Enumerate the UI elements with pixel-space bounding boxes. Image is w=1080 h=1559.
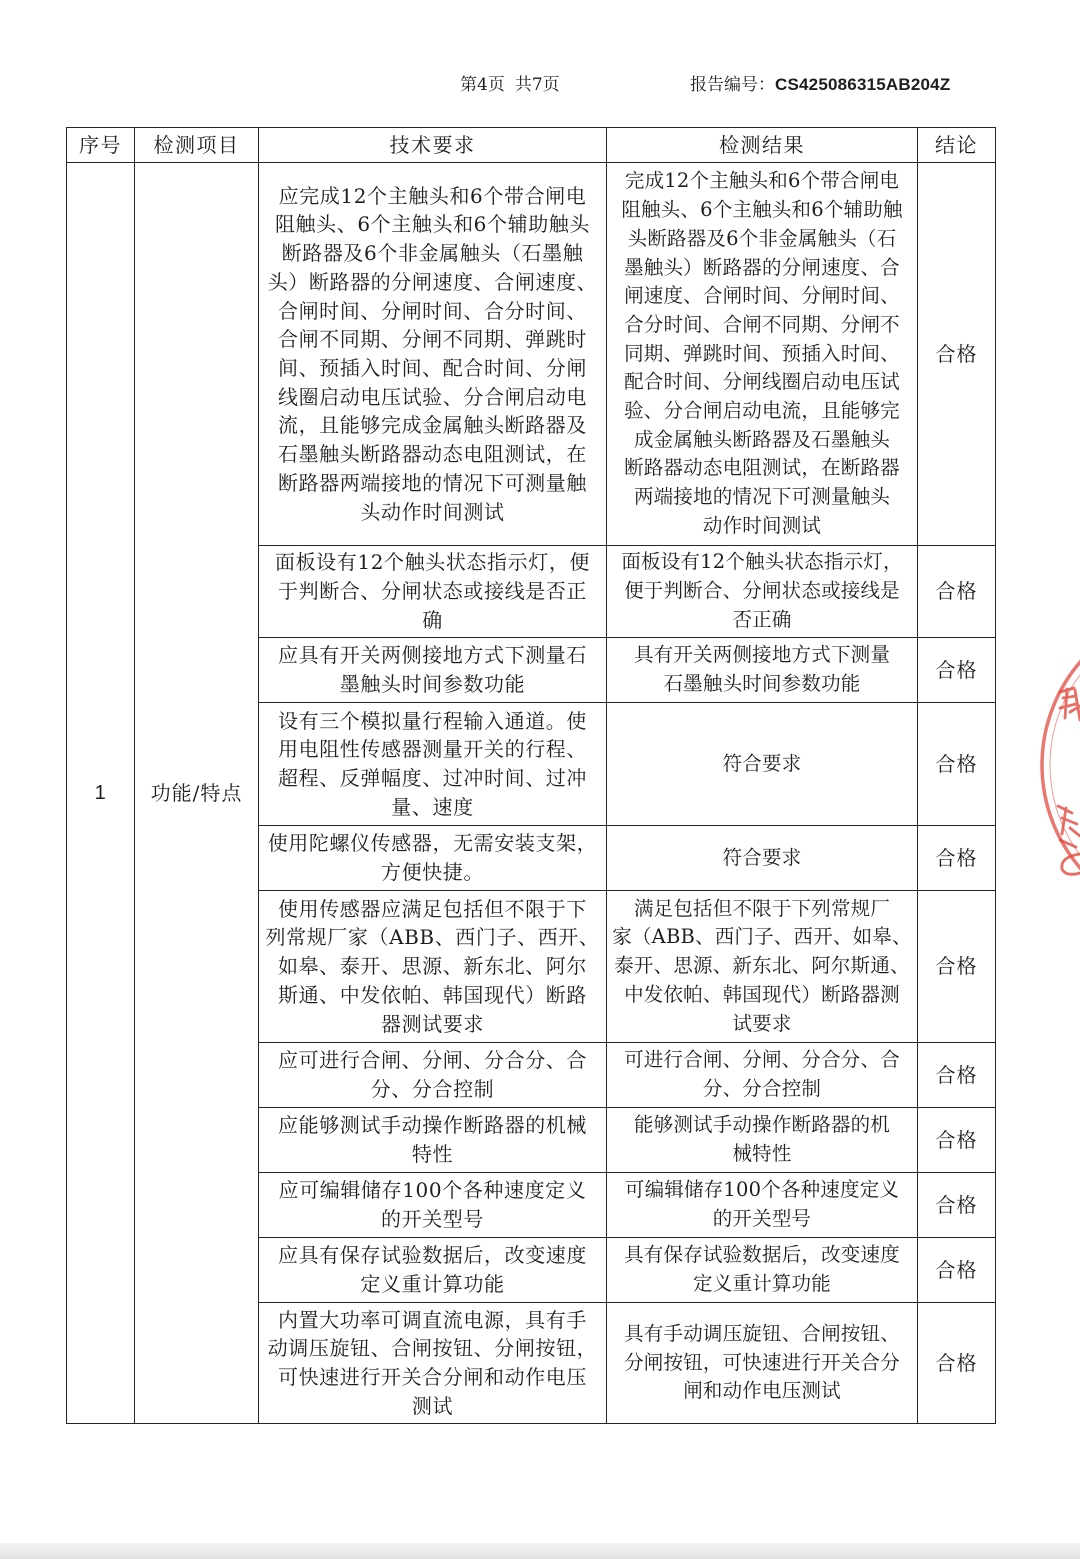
result-cell: 具有保存试验数据后，改变速度 定义重计算功能 [607,1238,918,1303]
conclusion-cell: 合格 [918,546,996,638]
conclusion-cell: 合格 [918,1303,996,1424]
requirement-cell: 应具有保存试验数据后，改变速度 定义重计算功能 [259,1238,607,1303]
conclusion-cell: 合格 [918,1173,996,1238]
header-requirement: 技术要求 [259,128,607,163]
group-item-cell: 功能/特点 [135,163,259,1424]
page-current: 第4页 [460,75,505,95]
report-number [690,74,950,96]
requirement-cell: 应具有开关两侧接地方式下测量石 墨触头时间参数功能 [259,638,607,703]
bottom-edge-band [0,1543,1080,1559]
requirement-cell: 应可进行合闸、分闸、分合分、合 分、分合控制 [259,1043,607,1108]
requirement-cell: 面板设有12个触头状态指示灯，便 于判断合、分闸状态或接线是否正 确 [259,546,607,638]
result-cell: 可编辑储存100个各种速度定义 的开关型号 [607,1173,918,1238]
conclusion-cell: 合格 [918,1108,996,1173]
header-index: 序号 [67,128,135,163]
requirement-cell: 内置大功率可调直流电源，具有手 动调压旋钮、合闸按钮、分闸按钮， 可快速进行开关合分闸和动作电压 测试 [259,1303,607,1424]
seal-inner-ring [1050,640,1080,890]
requirement-cell: 应能够测试手动操作断路器的机械 特性 [259,1108,607,1173]
result-cell: 面板设有12个触头状态指示灯， 便于判断合、分闸状态或接线是 否正确 [607,546,918,638]
result-cell: 满足包括但不限于下列常规厂 家（ABB、西门子、西开、如皋、 泰开、思源、新东北、阿尔斯通、 中发依帕、韩国现代）断路器测 试要求 [607,891,918,1043]
report-number-label: 报告编号： [690,75,775,95]
seal-stamp [1020,640,1080,890]
result-cell: 具有手动调压旋钮、合闸按钮、 分闸按钮，可快速进行开关合分 闸和动作电压测试 [607,1303,918,1424]
conclusion-cell: 合格 [918,826,996,891]
requirement-cell: 使用陀螺仪传感器，无需安装支架， 方便快捷。 [259,826,607,891]
report-number-value: CS425086315AB204Z [775,75,951,94]
conclusion-cell: 合格 [918,1043,996,1108]
conclusion-cell: 合格 [918,703,996,826]
conclusion-cell: 合格 [918,638,996,703]
seal-outer-ring [1042,640,1080,890]
requirement-cell: 设有三个模拟量行程输入通道。使 用电阻性传感器测量开关的行程、 超程、反弹幅度、过冲时间、过冲 量、速度 [259,703,607,826]
conclusion-cell: 合格 [918,891,996,1043]
header-result: 检测结果 [607,128,918,163]
requirement-cell: 应完成12个主触头和6个带合闸电 阻触头、6个主触头和6个辅助触头 断路器及6个非金属触头（石墨触 头）断路器的分闸速度、合闸速度、 合闸时间、分闸时间、合分时间、 合闸不同期、分闸不同期、弹跳时 间、预插入时间、配合时间、分闸 线圈启动电压试验、分合闸启动电 流，且能够完成金属触头断路器及 石墨触头断路器动态电阻测试，在 断路器两端接地的情况下可测量触 头动作时间测试 [259,163,607,546]
result-cell: 具有开关两侧接地方式下测量 石墨触头时间参数功能 [607,638,918,703]
result-cell: 完成12个主触头和6个带合闸电 阻触头、6个主触头和6个辅助触 头断路器及6个非金属触头（石 墨触头）断路器的分闸速度、合 闸速度、合闸时间、分闸时间、 合分时间、合闸不同期、分闸不 同期、弹跳时间、预插入时间、 配合时间、分闸线圈启动电压试 验、分合闸启动电流，且能够完 成金属触头断路器及石墨触头 断路器动态电阻测试，在断路器 两端接地的情况下可测量触头 动作时间测试 [607,163,918,546]
requirement-cell: 应可编辑储存100个各种速度定义 的开关型号 [259,1173,607,1238]
conclusion-cell: 合格 [918,1238,996,1303]
requirement-cell: 使用传感器应满足包括但不限于下 列常规厂家（ABB、西门子、西开、 如皋、泰开、思源、新东北、阿尔 斯通、中发依帕、韩国现代）断路 器测试要求 [259,891,607,1043]
result-cell: 符合要求 [607,826,918,891]
conclusion-cell: 合格 [918,163,996,546]
result-cell: 可进行合闸、分闸、分合分、合 分、分合控制 [607,1043,918,1108]
page-total: 共7页 [514,75,560,95]
inspection-table [66,127,996,1424]
result-cell: 符合要求 [607,703,918,826]
header-conclusion: 结论 [918,128,996,163]
result-cell: 能够测试手动操作断路器的机 械特性 [607,1108,918,1173]
group-index-cell: 1 [67,163,135,1424]
page-number [460,74,560,96]
header-item: 检测项目 [135,128,259,163]
